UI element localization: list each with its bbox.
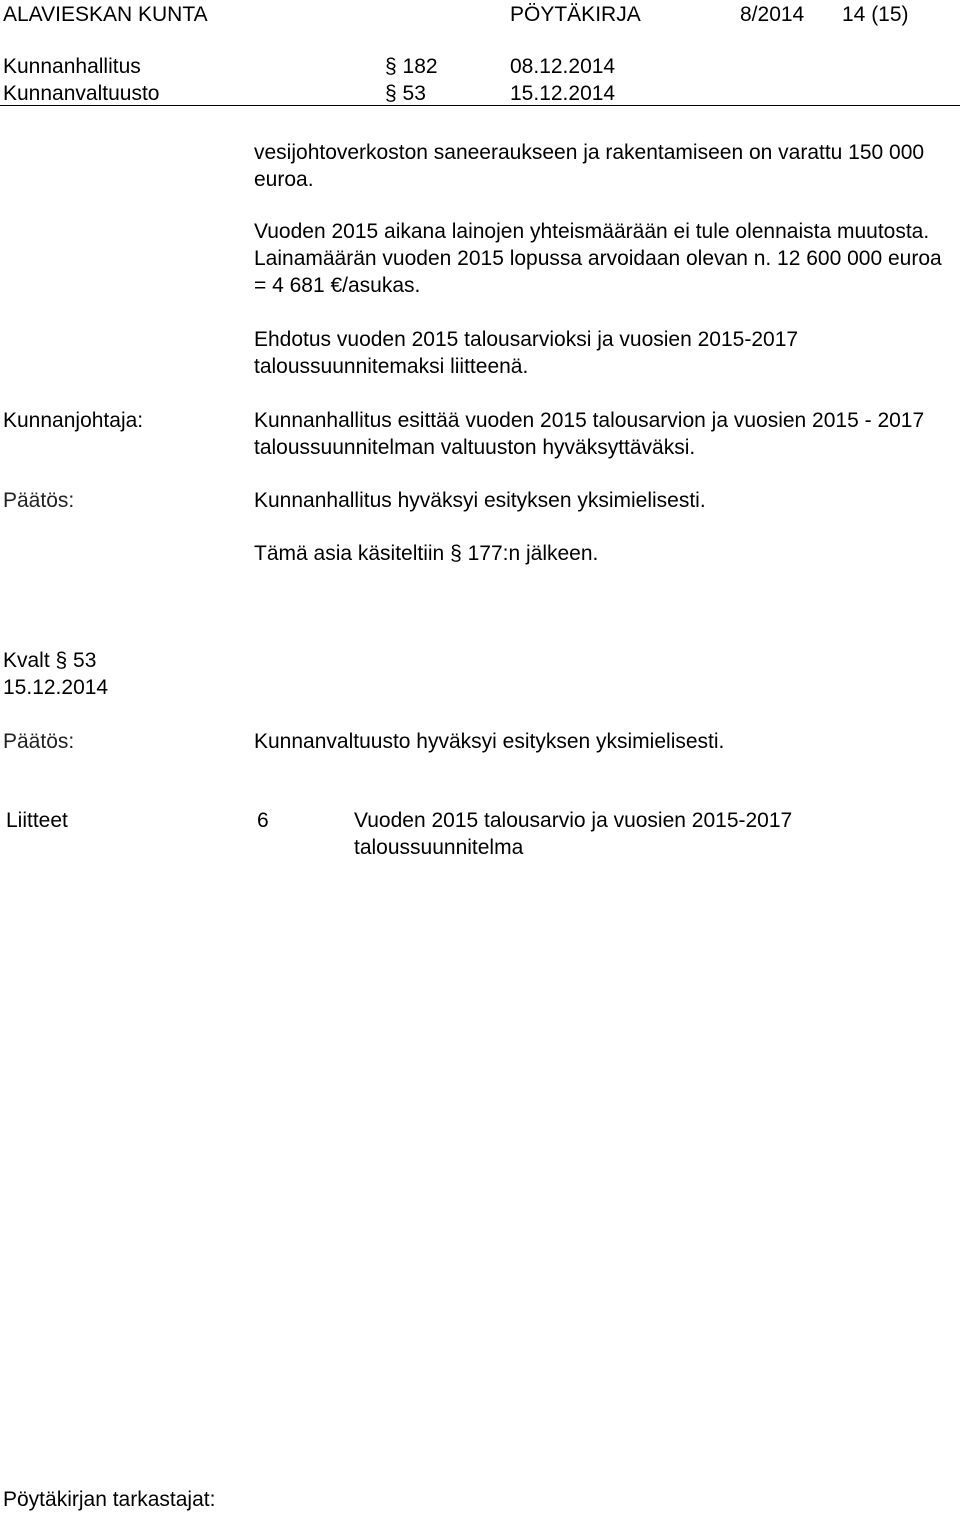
section-number-kunnanhallitus: § 182 — [385, 55, 438, 78]
meeting-date-kunnanhallitus: 08.12.2014 — [510, 55, 616, 78]
decision-label-board: Päätös: — [3, 489, 75, 512]
decision-text-board: Kunnanhallitus hyväksyi esityksen yksimielisesti. — [254, 489, 706, 512]
attachment-title-line2: taloussuunnitelma — [354, 836, 524, 859]
document-number: 8/2014 — [740, 3, 805, 26]
paragraph-water-network: vesijohtoverkoston saneeraukseen ja rakentamiseen on varattu 150 000 euroa. — [254, 141, 925, 191]
decision-text-council: Kunnanvaltuusto hyväksyi esityksen yksimielisesti. — [254, 730, 725, 753]
municipality-name: ALAVIESKAN KUNTA — [3, 3, 208, 26]
attachment-title-line1: Vuoden 2015 talousarvio ja vuosien 2015-2017 — [354, 809, 793, 832]
document-type: PÖYTÄKIRJA — [510, 3, 641, 26]
section-number-kunnanvaltuusto: § 53 — [385, 82, 426, 105]
kunnanjohtaja-proposal: Kunnanhallitus esittää vuoden 2015 talousarvion ja vuosien 2015 - 2017 taloussuunnitelman valtuuston hyväksyttäväksi. — [254, 409, 925, 459]
decision-label-council: Päätös: — [3, 730, 75, 753]
body-name-kunnanvaltuusto: Kunnanvaltuusto — [3, 82, 160, 105]
paragraph-proposal: Ehdotus vuoden 2015 talousarvioksi ja vuosien 2015-2017 taloussuunnitemaksi liitteenä. — [254, 328, 799, 378]
page-number: 14 (15) — [842, 3, 909, 26]
paragraph-loans: Vuoden 2015 aikana lainojen yhteismäärään ei tule olennaista muutosta. Lainamäärän vuoden 2015 lopussa arvoidaan olevan n. 12 600 000 euroa = 4 681 €/asukas. — [254, 220, 942, 297]
minutes-reviewers-label: Pöytäkirjan tarkastajat: — [3, 1488, 216, 1511]
council-section: Kvalt § 53 — [3, 649, 97, 672]
header-divider — [0, 105, 960, 106]
body-name-kunnanhallitus: Kunnanhallitus — [3, 55, 141, 78]
attachment-number: 6 — [257, 809, 269, 832]
processing-note: Tämä asia käsiteltiin § 177:n jälkeen. — [254, 542, 599, 565]
kunnanjohtaja-label: Kunnanjohtaja: — [3, 409, 144, 432]
attachments-label: Liitteet — [6, 809, 68, 832]
meeting-date-kunnanvaltuusto: 15.12.2014 — [510, 82, 616, 105]
council-date: 15.12.2014 — [3, 676, 109, 699]
